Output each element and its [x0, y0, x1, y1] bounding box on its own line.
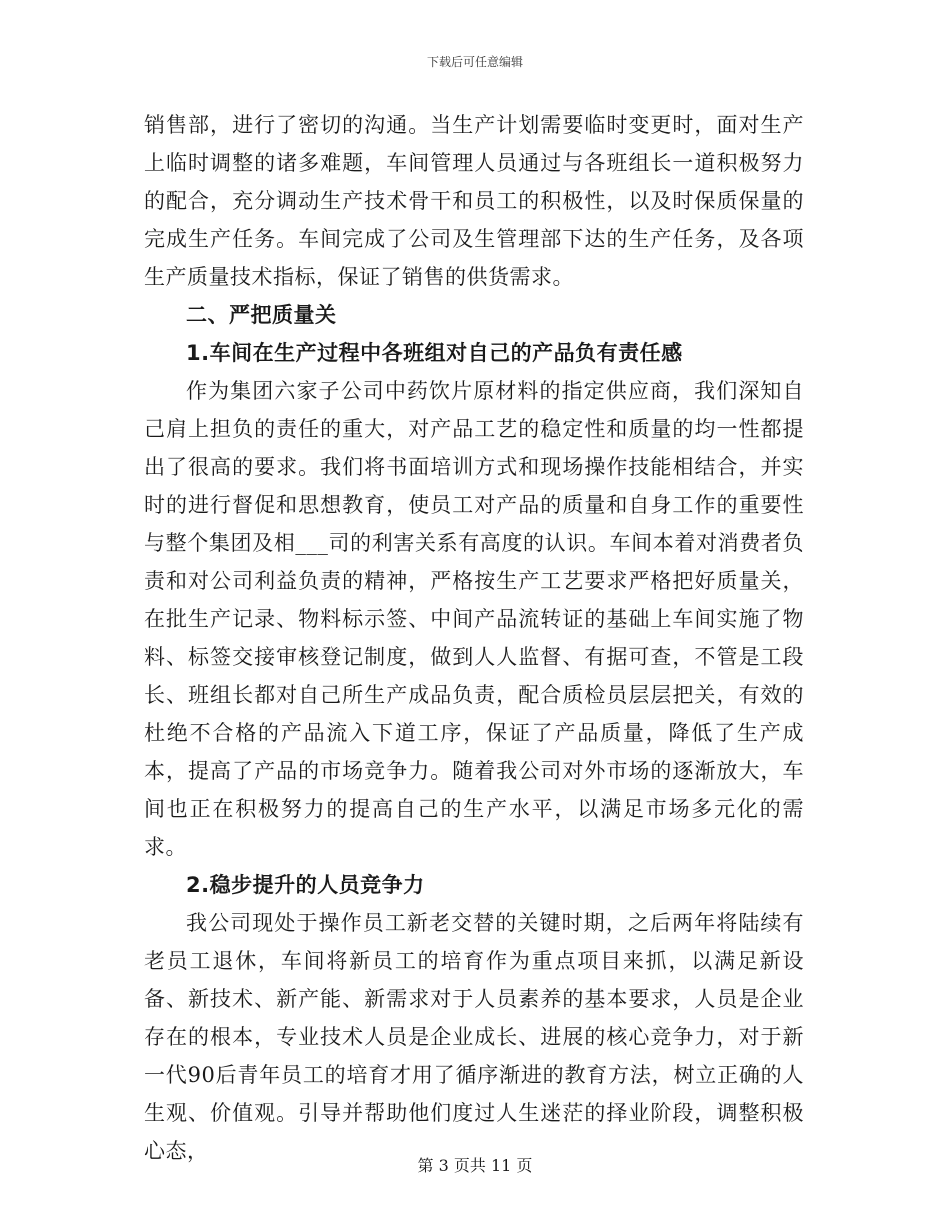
page-footer: 第 3 页共 11 页 [417, 1156, 533, 1175]
paragraph-sales-communication: 销售部，进行了密切的沟通。当生产计划需要临时变更时，面对生产上临时调整的诸多难题，车间管理人员通过与各班组长一道积极努力的配合，充分调动生产技术骨干和员工的积极性，以及时保质保量的完成生产任务。车间完成了公司及生管理部下达的生产任务，及各项生产质量技术指标，保证了销售的供货需求。 [144, 113, 804, 289]
document-body [144, 106, 804, 1170]
paragraph-staff-training: 我公司现处于操作员工新老交替的关键时期，之后两年将陆续有老员工退休，车间将新员工的培育作为重点项目来抓，以满足新设备、新技术、新产能、新需求对于人员素养的基本要求，人员是企业存在的根本，专业技术人员是企业成长、进展的核心竞争力，对于新一代90后青年员工的培育才用了循序渐进的教育方法，树立正确的人生观、价值观。引导并帮助他们度过人生迷茫的择业阶段，调整积极心态， [144, 911, 804, 1163]
page-header: 下载后可任意编辑 [426, 55, 523, 69]
subheading-responsibility: 1.车间在生产过程中各班组对自己的产品负有责任感 [186, 341, 683, 365]
section-heading-quality: 二、严把质量关 [186, 303, 337, 327]
paragraph-quality-control: 作为集团六家子公司中药饮片原材料的指定供应商，我们深知自己肩上担负的责任的重大，对产品工艺的稳定性和质量的均一性都提出了很高的要求。我们将书面培训方式和现场操作技能相结合，并实时的进行督促和思想教育，使员工对产品的质量和自身工作的重要性与整个集团及相___司的利害关系有高度的认识。车间本着对消费者负责和对公司利益负责的精神，严格按生产工艺要求严格把好质量关，在批生产记录、物料标示签、中间产品流转证的基础上车间实施了物料、标签交接审核登记制度，做到人人监督、有据可查，不管是工段长、班组长都对自己所生产成品负责，配合质检员层层把关，有效的杜绝不合格的产品流入下道工序，保证了产品质量，降低了生产成本，提高了产品的市场竞争力。随着我公司对外市场的逐渐放大，车间也正在积极努力的提高自己的生产水平，以满足市场多元化的需求。 [144, 379, 804, 859]
subheading-competitiveness: 2.稳步提升的人员竞争力 [186, 873, 425, 897]
